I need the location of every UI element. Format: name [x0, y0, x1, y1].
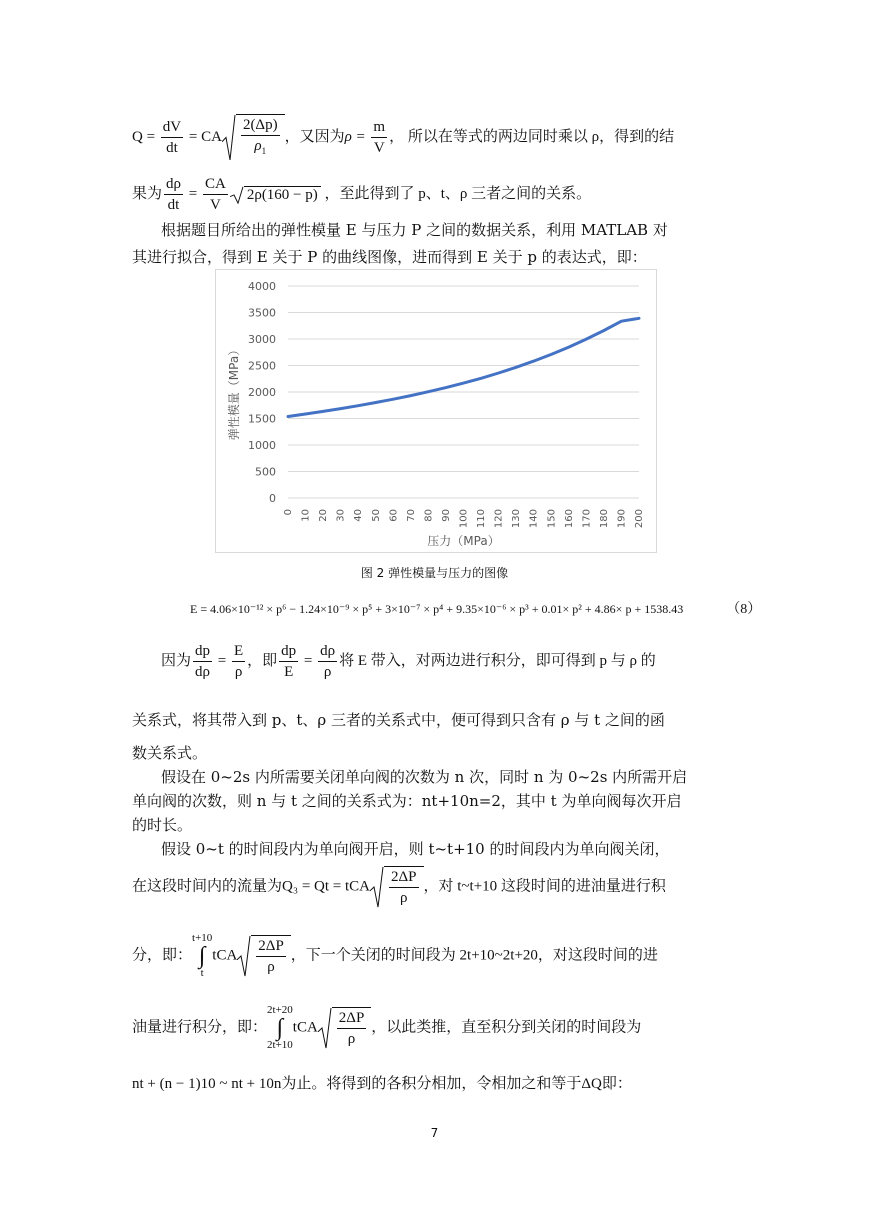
fraction-rad — [256, 936, 286, 977]
x-tick-label: 160 — [563, 509, 575, 529]
x-tick-label: 100 — [458, 509, 470, 529]
frac-num: dp — [193, 641, 212, 662]
fraction-dp-drho — [193, 641, 212, 682]
frac-num: dρ — [318, 641, 337, 662]
paragraph-2-line-1: 假设在 0~2s 内所需要关闭单向阀的次数为 n 次，同时 n 为 0~2s 内所需开启 — [161, 768, 688, 786]
integral-sign-icon: ∫ — [276, 1015, 284, 1041]
frac-num: m — [371, 117, 387, 138]
fraction-drho-dt — [164, 174, 183, 215]
fraction-rad — [337, 1008, 367, 1049]
fraction-ca-v — [203, 174, 228, 215]
equation-line-8 — [132, 1004, 641, 1052]
rad-num: 2(Δp) — [241, 115, 280, 136]
eq-sign: = — [185, 185, 201, 202]
text-mid: 为止。将得到的各积分相加，令相加之和等于 — [281, 1076, 582, 1092]
integral-upper: 2t+20 — [267, 1004, 293, 1016]
formula-8-body: E = 4.06×10⁻¹² × p⁶ − 1.24×10⁻⁹ × p⁵ + 3×10⁻⁷ × p⁴ + 9.35×10⁻⁶ × p³ + 0.01× p² + 4.86× p + 1538.43 — [190, 602, 684, 616]
text-tail: 将 E 带入，对两边进行积分，即可得到 p 与 ρ 的 — [339, 652, 656, 669]
eq-q3: Q₃ = Qt = tCA — [282, 878, 371, 895]
formula-8 — [190, 598, 761, 618]
integral-lower: t — [200, 967, 204, 979]
x-tick-label: 30 — [335, 509, 347, 522]
fraction-dp-E — [279, 641, 298, 682]
integral-upper: t+10 — [192, 932, 213, 944]
paragraph-2-line-3: 的时长。 — [132, 816, 193, 834]
x-tick-label: 10 — [300, 509, 312, 522]
x-tick-label: 170 — [581, 509, 593, 529]
frac-den: V — [373, 140, 385, 156]
text-line-4: 关系式，将其带入到 p、t、ρ 三者的关系式中，便可得到只含有 ρ 与 t 之间的函 — [132, 711, 665, 729]
frac-den: dt — [167, 197, 180, 213]
x-axis-label: 压力（MPa） — [427, 534, 500, 548]
eq-range: nt + (n − 1)10 ~ nt + 10n — [132, 1076, 282, 1092]
y-tick-label: 3500 — [248, 306, 276, 320]
frac-num: CA — [203, 174, 228, 195]
frac-num: dp — [279, 641, 298, 662]
text-head: 在这段时间内的流量为 — [132, 878, 283, 895]
text-tail: ，下一个关闭的时间段为 2t+10~2t+20，对这段时间的进 — [290, 947, 658, 964]
frac-num: E — [232, 641, 245, 662]
x-tick-label: 40 — [353, 509, 365, 522]
text-head: 分，即： — [132, 947, 193, 964]
x-tick-label: 120 — [493, 509, 505, 529]
radical-icon — [370, 866, 384, 908]
x-tick-label: 70 — [405, 509, 417, 522]
rad-den: ρ — [347, 1031, 356, 1047]
integral-8 — [267, 1004, 293, 1052]
fraction-m-v — [371, 117, 387, 158]
y-tick-label: 0 — [269, 492, 276, 505]
x-tick-label: 60 — [388, 509, 400, 522]
text-tail: ，至此得到了 p、t、ρ 三者之间的关系。 — [320, 185, 592, 202]
eq-delta-q: ΔQ — [581, 1076, 602, 1092]
equation-line-7 — [132, 932, 658, 980]
sqrt-2 — [230, 186, 321, 204]
eq-ca: = CA — [185, 128, 222, 145]
frac-den: E — [284, 664, 294, 680]
x-tick-label: 90 — [440, 509, 452, 522]
rad-den — [241, 136, 280, 161]
eq-q: Q = — [132, 128, 159, 145]
rho-subscript: 1 — [261, 146, 267, 156]
formula-8-number: （8） — [726, 602, 762, 617]
y-tick-label: 1500 — [248, 412, 276, 426]
radical-icon — [318, 1007, 332, 1049]
sqrt-6 — [370, 866, 424, 908]
paragraph-2-line-2: 单向阀的次数，则 n 与 t 之间的关系式为：nt+10n=2，其中 t 为单向阀每次开启 — [132, 792, 682, 810]
rho-eq: ρ = — [344, 128, 370, 145]
radical-icon — [230, 186, 244, 204]
rho-symbol: ρ — [254, 138, 262, 154]
series-line — [288, 318, 639, 416]
sqrt-7 — [237, 935, 291, 977]
fraction-dv-dt — [161, 117, 183, 158]
sqrt-1 — [222, 114, 285, 161]
x-tick-label: 50 — [370, 509, 382, 522]
text-line-5: 数关系式。 — [132, 744, 208, 762]
frac-den: ρ — [234, 664, 243, 680]
frac-den: dρ — [195, 664, 211, 680]
text-mid: ，又因为 — [284, 128, 345, 145]
rad-den: ρ — [267, 959, 275, 975]
x-tick-label: 0 — [283, 509, 294, 516]
text-head: 因为 — [161, 652, 192, 669]
frac-den: V — [209, 197, 221, 213]
rad-body: 2ρ(160 − p) — [244, 186, 321, 204]
radical-icon — [237, 935, 251, 977]
x-tick-label: 190 — [616, 509, 628, 529]
frac-num: dV — [161, 117, 183, 138]
text-head: 油量进行积分，即： — [132, 1019, 268, 1036]
x-tick-label: 110 — [476, 509, 488, 529]
frac-num: dρ — [164, 174, 183, 195]
text-head: 果为 — [132, 185, 163, 202]
x-tick-label: 140 — [528, 509, 540, 529]
y-tick-label: 1000 — [248, 439, 276, 452]
y-tick-label: 500 — [255, 465, 276, 479]
line-chart — [216, 270, 656, 552]
fraction-rad — [389, 867, 419, 908]
equation-line-1 — [132, 114, 674, 161]
y-tick-label: 4000 — [248, 280, 276, 293]
equation-line-9 — [132, 1072, 632, 1093]
equation-line-3: 因为 $\frac{dp}{d\rho}$ = $\frac{E}{\rho}$ ，即 $\frac{dp}{E}$ = $\frac{d\rho}{\rho}$ 将 E 带入，对两边进行积分，即可得到 p 与 ρ 的 — [161, 643, 656, 680]
paragraph-1-line-2: 其进行拟合，得到 E 关于 P 的曲线图像，进而得到 E 关于 p 的表达式，即： — [132, 248, 647, 266]
fraction-rad — [241, 115, 280, 161]
rad-den: ρ — [400, 890, 408, 906]
rad-num: 2ΔP — [256, 936, 286, 957]
eq-tca: tCA — [212, 947, 238, 964]
fraction-E-rho — [232, 641, 245, 682]
text-mid: ，即 — [247, 652, 278, 669]
text-tail: ， 所以在等式的两边同时乘以 ρ，得到的结 — [389, 128, 675, 145]
eq-tca: tCA — [292, 1019, 318, 1036]
integral-7 — [192, 932, 212, 980]
fraction-drho-rho — [318, 641, 337, 682]
rad-num: 2ΔP — [337, 1008, 367, 1029]
page-number: 7 — [430, 1126, 439, 1140]
rad-num: 2ΔP — [389, 867, 419, 888]
x-tick-label: 150 — [546, 509, 558, 529]
x-tick-label: 20 — [318, 509, 330, 522]
text-tail: ，对 t~t+10 这段时间的进油量进行积 — [423, 878, 666, 895]
y-tick-label: 2500 — [248, 359, 276, 373]
frac-den: dt — [166, 140, 178, 156]
y-tick-label: 3000 — [248, 333, 276, 346]
figure-caption: 图 2 弹性模量与压力的图像 — [360, 566, 509, 580]
text-tail: 即： — [601, 1076, 632, 1092]
x-tick-label: 80 — [423, 509, 435, 522]
radical-icon — [222, 114, 236, 161]
x-tick-label: 180 — [598, 509, 610, 529]
chart-frame — [215, 269, 657, 553]
equation-line-6 — [132, 866, 666, 908]
integral-sign-icon: ∫ — [198, 943, 206, 969]
x-tick-label: 130 — [511, 509, 523, 529]
frac-den: ρ — [323, 664, 332, 680]
paragraph-1-line-1: 根据题目所给出的弹性模量 E 与压力 P 之间的数据关系，利用 MATLAB 对 — [161, 221, 668, 239]
x-tick-label: 200 — [634, 509, 645, 529]
paragraph-3-line-1: 假设 0~t 的时间段内为单向阀开启，则 t~t+10 的时间段内为单向阀关闭， — [161, 840, 670, 858]
equation-line-2 — [132, 174, 591, 215]
text-tail: ，以此类推，直至积分到关闭的时间段为 — [371, 1019, 642, 1036]
y-tick-label: 2000 — [248, 386, 276, 399]
y-axis-label: 弹性模量（MPa） — [227, 343, 241, 441]
sqrt-8 — [318, 1007, 372, 1049]
integral-lower: 2t+10 — [267, 1039, 293, 1051]
